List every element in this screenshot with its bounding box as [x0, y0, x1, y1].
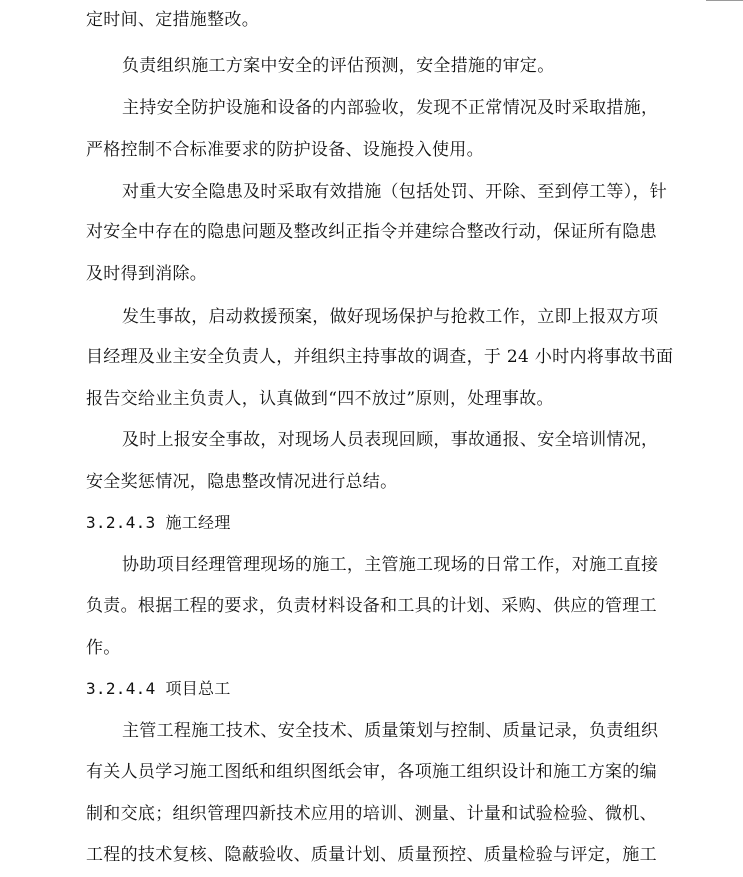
text-line-6: 对安全中存在的隐患问题及整改纠正指令并建综合整改行动，保证所有隐患 — [86, 222, 657, 242]
section-heading-3-2-4-3: 3.2.4.3 施工经理 — [86, 513, 231, 532]
text-line-5: 对重大安全隐患及时采取有效措施（包括处罚、开除、至到停工等），针 — [122, 182, 668, 202]
text-line-7: 及时得到消除。 — [86, 264, 208, 284]
text-line-19: 有关人员学习施工图纸和组织图纸会审，各项施工组织设计和施工方案的编 — [86, 762, 657, 782]
text-line-1: 定时间、定措施整改。 — [86, 10, 259, 30]
text-line-18: 主管工程施工技术、安全技术、质量策划与控制、质量记录，负责组织 — [122, 721, 659, 741]
text-line-11: 及时上报安全事故，对现场人员表现回顾，事故通报、安全培训情况， — [122, 430, 659, 450]
text-line-2: 负责组织施工方案中安全的评估预测，安全措施的审定。 — [122, 56, 555, 76]
text-line-20: 制和交底；组织管理四新技术应用的培训、测量、计量和试验检验、微机、 — [86, 804, 657, 824]
text-line-16: 作。 — [86, 638, 121, 658]
text-line-21: 工程的技术复核、隐蔽验收、质量计划、质量预控、质量检验与评定，施工 — [86, 845, 657, 865]
text-line-12: 安全奖惩情况，隐患整改情况进行总结。 — [86, 472, 398, 492]
header-rule — [706, 0, 743, 1]
text-line-15: 负责。根据工程的要求，负责材料设备和工具的计划、采购、供应的管理工 — [86, 596, 657, 616]
text-line-8: 发生事故，启动救援预案，做好现场保护与抢救工作，立即上报双方项 — [122, 307, 659, 327]
text-line-10: 报告交给业主负责人，认真做到“四不放过”原则，处理事故。 — [86, 389, 554, 409]
text-line-14: 协助项目经理管理现场的施工，主管施工现场的日常工作，对施工直接 — [122, 555, 659, 575]
text-line-3: 主持安全防护设施和设备的内部验收，发现不正常情况及时采取措施， — [122, 98, 659, 118]
text-line-4: 严格控制不合标准要求的防护设备、设施投入使用。 — [86, 140, 484, 160]
section-heading-3-2-4-4: 3.2.4.4 项目总工 — [86, 679, 231, 698]
text-line-9: 目经理及业主安全负责人，并组织主持事故的调查，于 24 小时内将事故书面 — [86, 347, 674, 367]
